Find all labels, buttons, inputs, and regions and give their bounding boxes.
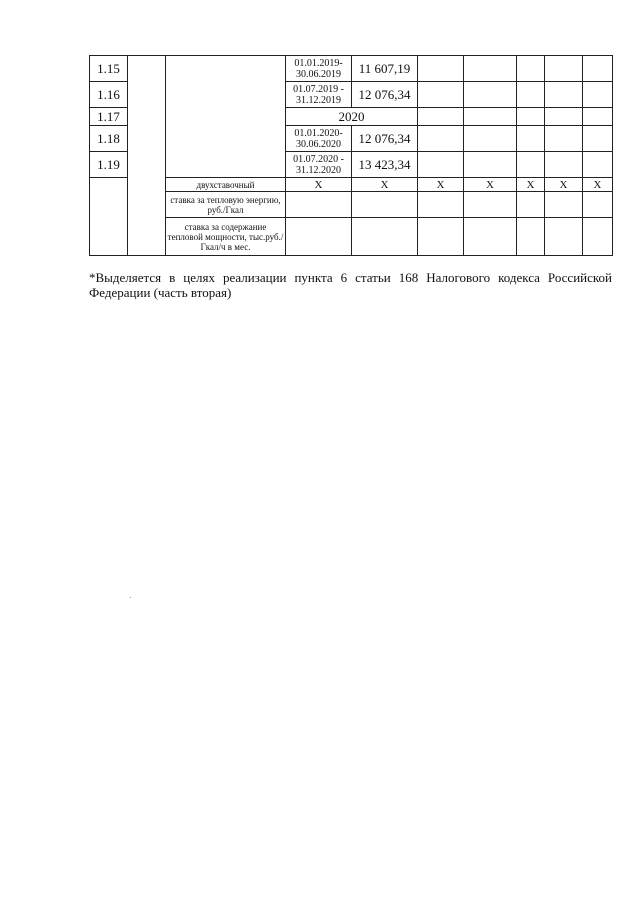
x-mark: Х — [583, 178, 613, 192]
energy-rate-label: ставка за тепловую энергию, руб./Гкал — [166, 192, 286, 218]
table-row — [90, 178, 613, 192]
x-mark: Х — [517, 178, 545, 192]
tariff-value: 12 076,34 — [352, 126, 418, 152]
empty-group-cell — [166, 56, 286, 178]
footnote — [89, 270, 612, 300]
x-mark: Х — [464, 178, 517, 192]
row-number: 1.15 — [90, 56, 128, 82]
tariff-value: 13 423,34 — [352, 152, 418, 178]
row-number: 1.19 — [90, 152, 128, 178]
tariff-value: 11 607,19 — [352, 56, 418, 82]
period-cell: 01.07.2019 - 31.12.2019 — [286, 82, 352, 108]
x-mark: Х — [418, 178, 464, 192]
period-cell: 01.07.2020 - 31.12.2020 — [286, 152, 352, 178]
table-row — [90, 192, 613, 218]
scan-speck — [130, 597, 131, 598]
empty-number-cell — [90, 178, 128, 256]
footnote-line-1: *Выделяется в целях реализации пункта 6 статьи 168 Налогового кодекса Российской — [89, 270, 612, 285]
row-number: 1.16 — [90, 82, 128, 108]
footnote-line-2: Федерации (часть вторая) — [89, 285, 232, 300]
row-number: 1.18 — [90, 126, 128, 152]
x-mark: Х — [352, 178, 418, 192]
tariff-table — [89, 55, 613, 256]
x-mark: Х — [545, 178, 583, 192]
two-part-label: двухставочный — [166, 178, 286, 192]
year-cell: 2020 — [286, 108, 418, 126]
period-cell: 01.01.2020- 30.06.2020 — [286, 126, 352, 152]
period-cell: 01.01.2019- 30.06.2019 — [286, 56, 352, 82]
row-number: 1.17 — [90, 108, 128, 126]
empty-column — [128, 56, 166, 256]
x-mark: Х — [286, 178, 352, 192]
capacity-rate-label: ставка за содержание тепловой мощности, тыс.руб./Гкал/ч в мес. — [166, 218, 286, 256]
table-row — [90, 56, 613, 82]
table-row — [90, 218, 613, 256]
tariff-value: 12 076,34 — [352, 82, 418, 108]
